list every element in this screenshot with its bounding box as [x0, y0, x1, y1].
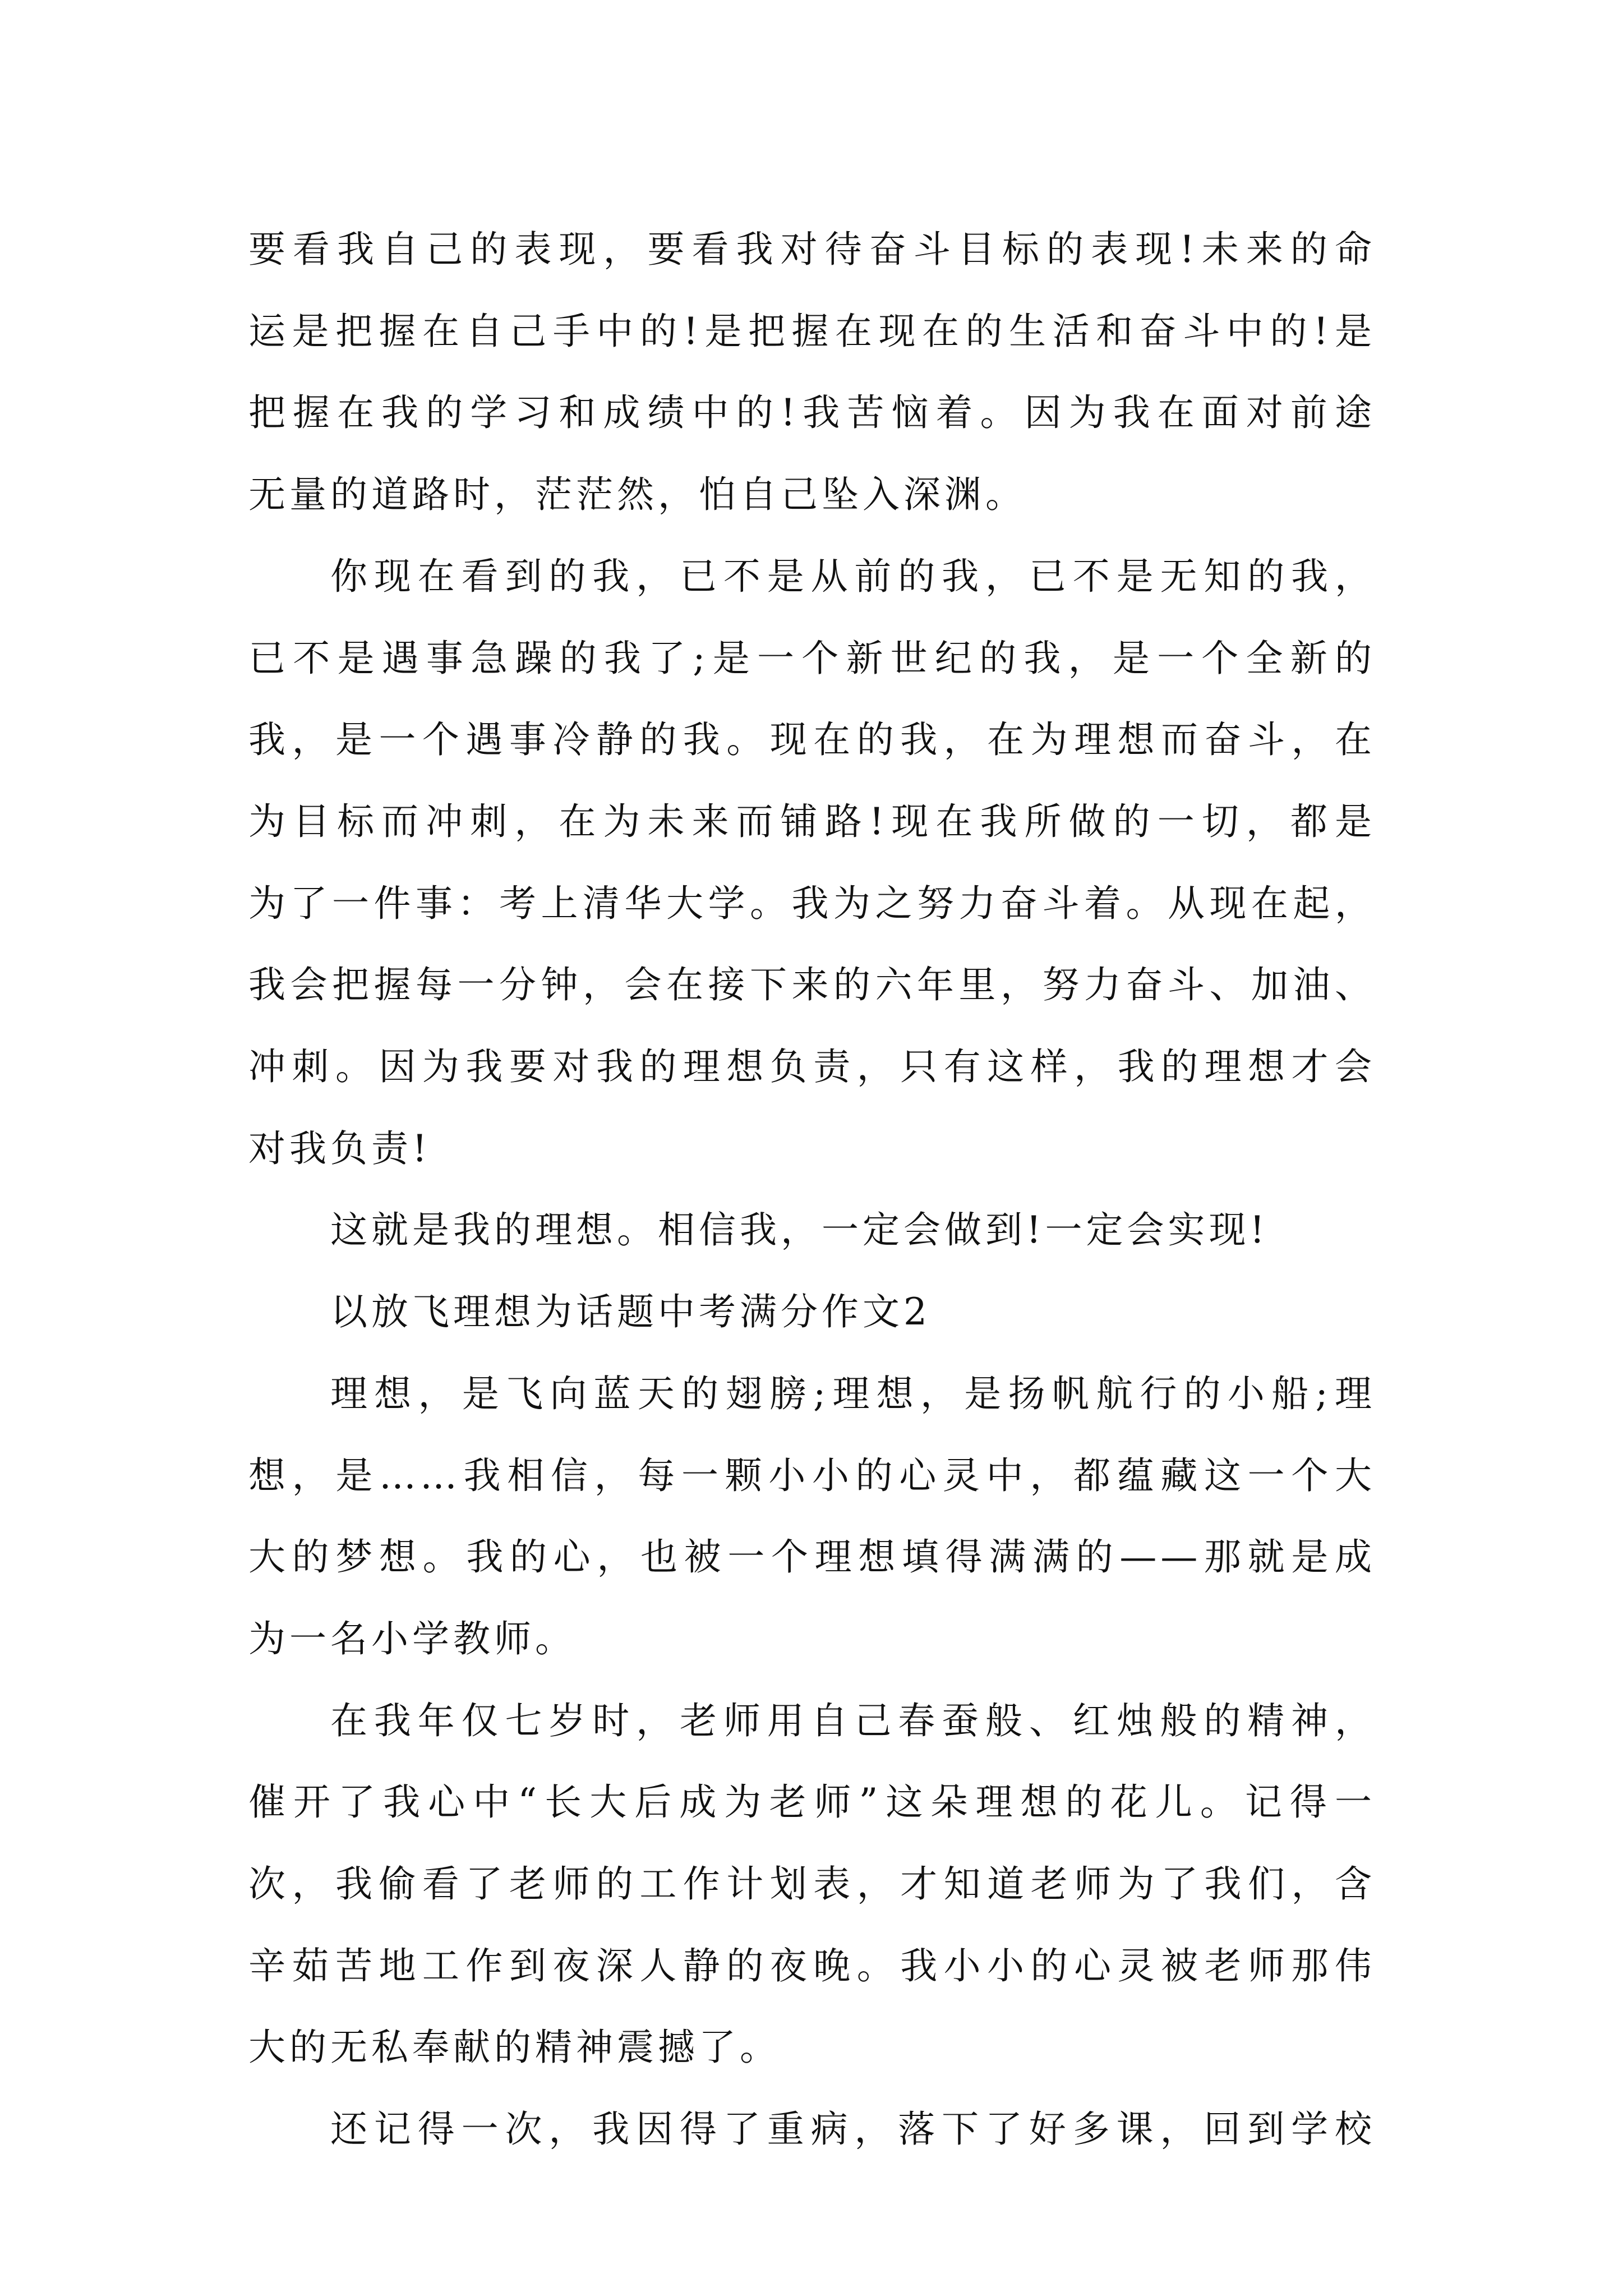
text-line: 你现在看到的我，已不是从前的我，已不是无知的我， — [330, 554, 1376, 598]
text-line: 运是把握在自己手中的!是把握在现在的生活和奋斗中的!是 — [248, 309, 1376, 353]
text-line: 要看我自己的表现，要看我对待奋斗目标的表现!未来的命 — [248, 228, 1376, 271]
text-line: 我，是一个遇事冷静的我。现在的我，在为理想而奋斗，在 — [248, 718, 1376, 762]
essay-title: 以放飞理想为话题中考满分作文2 — [330, 1290, 931, 1334]
text-line: 冲刺。因为我要对我的理想负责，只有这样，我的理想才会 — [248, 1045, 1376, 1089]
text-line: 催开了我心中“长大后成为老师”这朵理想的花儿。记得一 — [248, 1780, 1376, 1824]
section-heading — [248, 1271, 1376, 1353]
text-line: 为目标而冲刺，在为未来而铺路!现在我所做的一切，都是 — [248, 799, 1376, 843]
text-line: 无量的道路时，茫茫然，怕自己坠入深渊。 — [248, 473, 1026, 517]
document-body — [248, 209, 1376, 2170]
paragraph-2 — [248, 536, 1376, 1190]
text-line: 我会把握每一分钟，会在接下来的六年里，努力奋斗、加油、 — [248, 963, 1376, 1007]
text-line: 已不是遇事急躁的我了;是一个新世纪的我，是一个全新的 — [248, 636, 1376, 680]
text-line: 次，我偷看了老师的工作计划表，才知道老师为了我们，含 — [248, 1862, 1376, 1906]
text-line: 大的无私奉献的精神震撼了。 — [248, 2026, 781, 2069]
text-line: 辛茹苦地工作到夜深人静的夜晚。我小小的心灵被老师那伟 — [248, 1944, 1376, 1987]
paragraph-6 — [248, 1680, 1376, 2089]
text-line: 为了一件事：考上清华大学。我为之努力奋斗着。从现在起， — [248, 881, 1376, 925]
text-line: 在我年仅七岁时，老师用自己春蚕般、红烛般的精神， — [330, 1699, 1376, 1742]
text-line: 把握在我的学习和成绩中的!我苦恼着。因为我在面对前途 — [248, 391, 1376, 435]
paragraph-5 — [248, 1353, 1376, 1680]
text-line: 还记得一次，我因得了重病，落下了好多课，回到学校 — [330, 2108, 1376, 2151]
text-line: 这就是我的理想。相信我，一定会做到!一定会实现! — [330, 1208, 1269, 1252]
paragraph-1 — [248, 209, 1376, 536]
paragraph-7 — [248, 2088, 1376, 2170]
text-line: 想，是……我相信，每一颗小小的心灵中，都蕴藏这一个大 — [248, 1453, 1376, 1497]
text-line: 大的梦想。我的心，也被一个理想填得满满的——那就是成 — [248, 1535, 1376, 1579]
text-line: 理想，是飞向蓝天的翅膀;理想，是扬帆航行的小船;理 — [330, 1372, 1376, 1415]
text-line: 为一名小学教师。 — [248, 1617, 576, 1660]
text-line: 对我负责! — [248, 1126, 431, 1170]
paragraph-3 — [248, 1189, 1376, 1271]
